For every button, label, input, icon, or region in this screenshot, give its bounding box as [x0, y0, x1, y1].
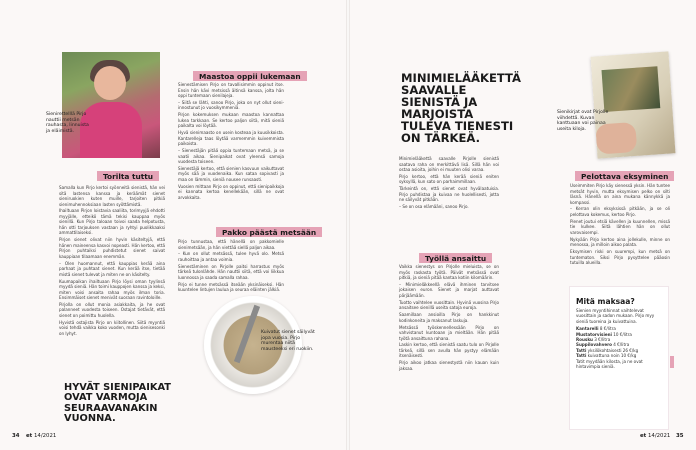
paragraph: Pirjon sienet olivat niin hyvin käsiteltyjä, että hänen maineensa kasvoi nopeasti. Hän kertoo, että Pirjon puhtaiksi puhdistetut sienet saivat kauppiaan tilaamaan enemmän.	[59, 237, 165, 259]
accent-mark	[670, 356, 674, 368]
paragraph: – Olen huomannut, että kauppias kerää aina parhaat ja puhtaat sienet. Kun kerää itse, tietää mistä sienet tulevat ja miten ne on käsitelty.	[59, 260, 165, 277]
paragraph: Tärkeintä on, että sienet ovat hyvälaatuisia. Pirjo puhdistaa ja kuivaa ne huolellisesti, jotta ne säilyvät pitkään.	[399, 186, 499, 203]
paragraph: Sienestämisen Pirjo on tavallisimmin oppinut itse. Ensin hän kävi metsissä äitinsä kanssa, jolta hän oppi tuntemaan sienilajeja.	[178, 82, 284, 98]
subhead-tyolla-ansaittu: Työllä ansaittu	[419, 253, 492, 263]
paragraph: Laskin kertoo, että sienistä saatu tulo on Pirjolle tärkeä, sillä sen avulla hän pystyy elämään itsenäisesti.	[399, 342, 499, 359]
paragraph: – Siitä se lähti, sanoo Pirjo, joka on nyt ollut sieni-innostunut jo vuosikymmeniä.	[178, 99, 284, 111]
paragraph: Pirjo ei tunne metsässä itseään yksinäiseksi. Hän kuuntelee lintujen laulua ja seuraa eläinten jälkiä.	[178, 281, 284, 293]
price-row: Tatti kuivattuna noin 10 €/kg	[576, 353, 637, 359]
pull-quote-right: MINIMIELÄÄKETTÄ SAAVALLE SIENISTÄ JA MARJOISTA TULEVA TIENESTI ON TÄRKEÄ.	[401, 71, 522, 145]
price-outro: Tatit myydään kilosta, ja ne ovat hintavimpia sieniä.	[576, 358, 643, 370]
woman-photo-caption: Sienirettelllä Pirjo nauttii metsän rauhasta, linnuista ja eläimistä.	[46, 112, 89, 134]
page-number-left: 34	[12, 433, 20, 439]
paragraph: – Minimieläkkeellä elävä ihminen tarvitsee jokaisen euron. Sienet ja marjat auttavat pärjäämään.	[399, 281, 499, 298]
paragraph: Hyvistä ostajista Pirjo on kiitollinen. Siitä myyntiä voisi tehdä vaikka koko vuoden, mutta sienisesonki on lyhyt.	[59, 319, 165, 336]
paragraph: Pirjo tunnustaa, että hänellä on pakkomielle sienimetsään, ja hän viettää siellä paljon aikaa.	[178, 239, 284, 250]
footer-left: et 14/2021	[26, 433, 57, 439]
paragraph: Kuumapaikan ihailtuaan Pirjo löysi oman tyylinsä myydä sieniä. Hän toimi kauppojen kanssa ja keksi, miten voisi ansaita rahaa myös ilman toria. Ensimmäiset sienet menivät suoraan ravintoloille.	[59, 278, 165, 301]
paragraph: Pirjolla on ollut monia asiakkaita, ja he ovat palanneet vuodesta toiseen. Ostajat tietävät, että sienet on poimittu huolella.	[59, 301, 165, 318]
paragraph: Minimielääkettä saavalle Pirjolle sienistä saatava raha on merkittävä lisä. Sillä hän voi ostaa asioita, joihin ei muuten olisi varaa.	[399, 156, 499, 172]
paragraph: Vaikka sienestys on Pirjolle mieluista, se on myös raskasta työtä. Päivät metsässä ovat pitkiä, ja sieniä pitää kantaa kotiin kilomäärin.	[399, 264, 499, 280]
pull-quote-left: HYVÄT SIENIPAIKAT OVAT VARMOJA SEURAAVANAKIN VUONNA.	[64, 382, 171, 425]
paragraph: Metsässä työskennellessään Pirjo on vahvistanut kuntoaan ja mieltään. Hän pitää työtä ansaittuna rahana.	[399, 324, 499, 341]
paragraph: – Kun on ollut metsässä, tulee hyvä olo. Metsä rauhoittaa ja antaa voimia.	[178, 251, 284, 262]
paragraph: Ihailtuaan Pirjon loistavia saaliita, torimyyjä ehdotti myyjälle, etteikö tämä tekisi kauppaa myös sienillä. Kun Pirjo taloaan toivoi saada helpotusta, hän otti tarjouksen vastaan ja ryhtyi puolikkaaksi ammattilaiseksi.	[59, 208, 165, 236]
paragraph: Nykyään Pirjo kertoo aina jollekulle, minne on menossa, ja milloin aikoo palata.	[570, 236, 670, 248]
woman-photo	[62, 52, 160, 158]
price-row: Tatti yksilökohtaisesti 26 €/kg	[576, 347, 639, 353]
paragraph: Pienet joutui etsiä kävellen ja kuunnellen, missä tie kulkee. Siitä lähtien hän on ollut varovaisempi.	[570, 218, 670, 235]
price-box	[569, 286, 669, 430]
price-box-intro: Sienien myyntihinnat vaihtelevat vuosittain ja sadon mukaan. Pirjo myy sieniä tuoreina ja kuivattuina.	[576, 308, 655, 324]
subhead-torilta-tuttu: Torilta tuttu	[97, 171, 159, 181]
paragraph: Samalla kun Pirjo kertoi syönneitä sienistä, hän vei sitä lastensa kanssa ja keräämät sienet sieniruokien kuten muille, tarjoiten pitkiä sienimuhennoksiaan lasten syöttämistä.	[59, 185, 165, 207]
subhead-pakko-paasta: Pakko päästä metsään	[216, 227, 322, 237]
body-column-2	[178, 82, 284, 202]
bowl-photo-caption: Kuivatut sienet säilyvät jopa vuosia. Pirjo murentaa niitä mausteeksi eri ruokiin.	[261, 330, 315, 352]
body-column-1	[59, 185, 165, 338]
price-row: Mustatorvisieni 10 €/litra	[576, 331, 632, 337]
subhead-maastoa-oppii: Maastoa oppii lukemaan	[193, 71, 307, 81]
paragraph: – Kerran olin eksyksissä pitkään, ja se oli pelottava kokemus, kertoo Pirjo.	[570, 206, 670, 217]
body-column-3	[399, 156, 499, 211]
subhead-pelottava-eksyminen: Pelottava eksyminen	[575, 171, 674, 181]
footer-right: et 14/2021	[640, 433, 671, 439]
body-column-3b	[399, 264, 499, 373]
paragraph: Saamillaan ansioilla Pirjo on hankkinut kodinkoneita ja maksanut laskuja.	[399, 312, 499, 323]
paragraph: Tuotto vaihtelee vuosittain. Hyvinä vuosina Pirjo ansaitsee sienillä useita satoja euroja.	[399, 299, 499, 311]
body-column-4	[570, 183, 670, 267]
book-photo-caption: Sienikirjat ovat Pirjolle viihdettä. Kuvan kanttuaan voi painaa useita kiloja.	[557, 110, 609, 132]
mushroom-book-photo	[591, 51, 676, 158]
price-row: Kantarelli 8 €/litra	[576, 326, 616, 332]
price-list	[570, 326, 668, 369]
paragraph: Eksymisen riski on suurempi, kun metsä on tuntematon. Siksi Pirjo pysyttelee pääosin tutuilla alueilla.	[570, 249, 670, 266]
paragraph: Vuosien mittaan Pirjo on oppinut, että sienipaikkoja ei kannata kertoa kenellekään, sillä ne ovat arvokkaita.	[178, 183, 284, 200]
paragraph: Pirjon kokemuksen mukaan maastoa kannattaa lukea tarkkaan. Se kertoo paljon siitä, mitä sieniä paikalta voi löytää.	[178, 112, 284, 129]
paragraph: Sienestäjä kertoo, että sienien kasvuun vaikuttavat myös sää ja vuodenaika. Kun sataa sopivasti ja maa on lämmin, sieniä nousee runsaasti.	[178, 165, 284, 182]
price-row: Suppilovahvero 4 €/litra	[576, 342, 630, 348]
paragraph: Sienestäminen on Pirjolle paitsi harrastus myös tärkeä tulonlähde. Hän nauttii siitä, että voi liikkua luonnossa ja saada samalla rahaa.	[178, 263, 284, 280]
price-box-title: Mitä maksaa?	[576, 297, 635, 306]
body-column-2b	[178, 239, 284, 294]
paragraph: Hyvä sienimaasto on usein kosteaa ja kuusikkoista. Kantarelleja taas löytää varmemmin kuivemmista paikoista.	[178, 130, 284, 147]
paragraph: Pirjo kertoo, että hän kerää sieniä eniten syksyllä, kun sato on parhaimmillaan.	[399, 173, 499, 185]
page-number-right: 35	[676, 433, 684, 439]
paragraph: – Sienestäjän pitää oppia tuntemaan metsä, ja se vaatii aikaa. Sienipaikat ovat yleensä samoja vuodesta toiseen.	[178, 148, 284, 165]
paragraph: Useimmiten Pirjo käy sienessä yksin. Hän tuntee metsät hyvin, mutta eksymisen pelko on silti läsnä. Hänellä on aina mukana kännykkä ja kompassi.	[570, 183, 670, 205]
price-row: Rousku 3 €/litra	[576, 337, 611, 343]
paragraph: – Se on osa elämääni, sanoo Pirjo.	[399, 204, 469, 210]
paragraph: Pirjo aikoo jatkaa sienestystä niin kauan kuin jaksaa.	[399, 360, 499, 371]
